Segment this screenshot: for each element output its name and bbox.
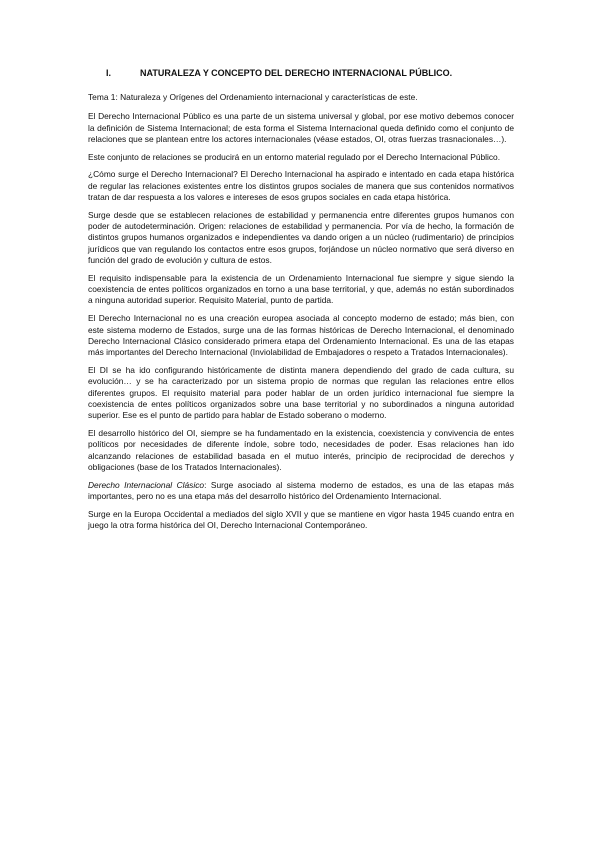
paragraph: El requisito indispensable para la existencia de un Ordenamiento Internacional fue siempre y sigue siendo la coexistencia de entes políticos organizados en torno a una base territorial, y que, además no están subordinados a ninguna autoridad superior. Requisito Material, punto de partida. [88, 272, 514, 306]
document-body [88, 92, 514, 538]
section-heading [88, 68, 548, 78]
paragraph: El Derecho Internacional Público es una parte de un sistema universal y global, por ese motivo debemos conocer la definición de Sistema Internacional; de esta forma el Sistema Internacional queda definido como el conjunto de relaciones que se plantean entre los actores internacionales (véase estados, OI, otras fuerzas trasnacionales…). [88, 111, 514, 144]
clasico-term: Derecho Internacional Clásico [88, 479, 205, 490]
paragraph: El Derecho Internacional no es una creación europea asociada al concepto moderno de estado; más bien, con este sistema moderno de Estados, surge una de las formas históricas de Derecho Internacional, el denominado Derecho Internacional Clásico considerado primera etapa del Ordenamiento Internacional. Es una de las etapas más importantes del Derecho Internacional (Inviolabilidad de Embajadores o respeto a Tratados Internacionales). [88, 313, 514, 358]
paragraph: Este conjunto de relaciones se producirá en un entorno material regulado por el Derecho Internacional Público. [88, 151, 501, 162]
section-number: I. [106, 68, 112, 78]
paragraph: El desarrollo histórico del OI, siempre se ha fundamentado en la existencia, coexistencia y convivencia de entes políticos por necesidades de diferente índole, sobre todo, necesidades de poder. Esas relaciones han ido alcanzando relaciones de estabilidad basada en el mutuo interés, principio de reciprocidad de derechos y obligaciones (base de los Tratados Internacionales). [88, 427, 514, 472]
paragraph: El DI se ha ido configurando históricamente de distinta manera dependiendo del grado de cada cultura, su evolución… y se ha caracterizado por un sistema propio de normas que regulan las relaciones entre ellos diferentes grupos. El requisito material para poder hablar de un orden jurídico internacional fue siempre la coexistencia de entes políticos organizados sobre una base territorial y no subordinados a ninguna autoridad superior. Ese es el punto de partido para hablar de Estado soberano o moderno. [88, 364, 514, 421]
section-title: NATURALEZA Y CONCEPTO DEL DERECHO INTERNACIONAL PÚBLICO. [140, 68, 453, 78]
paragraph: Surge en la Europa Occidental a mediados del siglo XVII y que se mantiene en vigor hasta 1945 cuando entra en juego la otra forma histórica del OI, Derecho Internacional Contemporáneo. [88, 508, 514, 530]
paragraph: Surge desde que se establecen relaciones de estabilidad y permanencia entre diferentes grupos humanos con poder de autodeterminación. Origen: relaciones de estabilidad y permanencia. Por vía de hecho, la formación de distintos grupos humanos organizados e independientes va dando origen a un núcleo (rudimentario) de principios jurídicos que van regulando los contactos entre esos grupos, forjándose un núcleo normativo que será diverso en función del grado de evolución y cultura de estos. [88, 209, 514, 266]
topic-title: Tema 1: Naturaleza y Orígenes del Ordenamiento internacional y características de este. [88, 92, 418, 102]
paragraph: ¿Cómo surge el Derecho Internacional? El Derecho Internacional ha aspirado e intentado en cada etapa histórica de regular las relaciones existentes entre los distintos grupos sociales de manera que sus contenidos normativos tratan de dar respuesta a los valores e intereses de esos grupos sociales en cada etapa histórica. [88, 169, 514, 203]
paragraph-clasico [88, 480, 514, 503]
clasico-text: : Surge asociado al sistema moderno de estados, es una de las etapas más importantes, pero no es una etapa más del desarrollo histórico del Ordenamiento Internacional. [88, 479, 514, 501]
